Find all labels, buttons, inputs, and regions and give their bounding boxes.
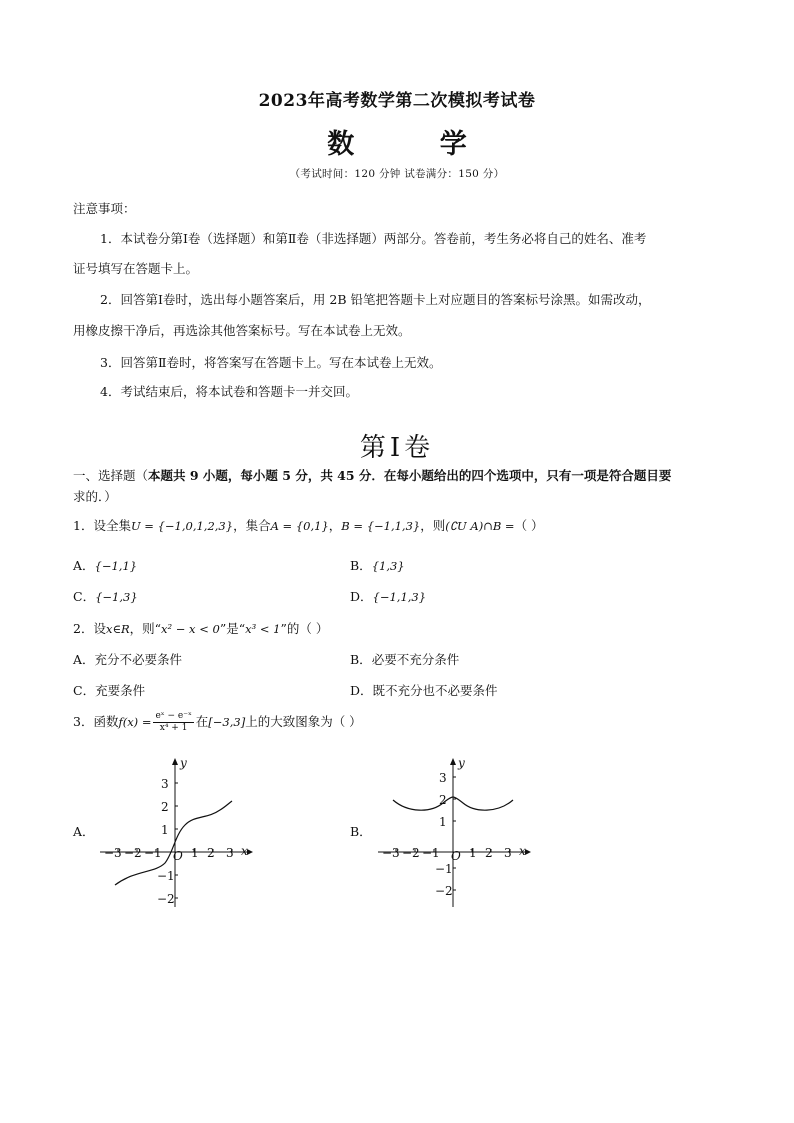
graph-b-tick-label: 3 (439, 771, 447, 785)
option-label: D． (350, 683, 373, 698)
graph-a-tick-label: 2 (207, 846, 215, 860)
option-text: 既不充分也不必要条件 (372, 683, 498, 698)
option-label: C． (73, 683, 96, 698)
q1-text: ，集合 (233, 518, 271, 533)
option-text: {−1,3} (95, 590, 138, 604)
notice-line-2b: 用橡皮擦干净后，再选涂其他答案标号。写在本试卷上无效。 (73, 323, 411, 338)
q1-set-u: U = {−1,0,1,2,3} (130, 519, 234, 533)
question-1-stem (73, 516, 544, 534)
graph-b (373, 755, 533, 910)
notice-line-2: 2．回答第Ⅰ卷时，选出每小题答案后，用 2B 铅笔把答题卡上对应题目的答案标号涂黑。如需改动， (100, 292, 651, 307)
notice-line-1: 1．本试卷分第Ⅰ卷（选择题）和第Ⅱ卷（非选择题）两部分。答卷前，考生务必将自己的姓名、准考 (100, 231, 647, 246)
q2-option-b (350, 650, 459, 668)
q3-function-name: f(x) = (118, 715, 152, 729)
q2-option-a (73, 650, 182, 668)
graph-a (95, 755, 255, 910)
subject-title: 数 学 (327, 129, 505, 160)
option-label: B． (350, 652, 372, 667)
q2-inequality-2: x³ < 1 (245, 622, 281, 636)
option-text: 充分不必要条件 (94, 652, 183, 667)
graph-a-y-label: y (180, 756, 187, 770)
question-2-stem (73, 619, 328, 637)
q2-text: ，则“ (129, 621, 162, 636)
q2-text: 2．设 (73, 621, 106, 636)
graph-b-tick-label: −2 (435, 884, 453, 898)
option-text: 必要不充分条件 (371, 652, 460, 667)
q2-option-c (73, 681, 145, 699)
notice-line-3: 3．回答第Ⅱ卷时，将答案写在答题卡上。写在本试卷上无效。 (100, 355, 442, 370)
graph-a-tick-label: −3 (104, 846, 122, 860)
q1-option-b (350, 556, 405, 574)
section-rules: 本题共 9 小题，每小题 5 分，共 45 分．在每小题给出的四个选项中，只有一项是符合题目要 (148, 468, 672, 483)
section-heading-line-1 (73, 466, 671, 484)
graph-a-tick-label: 1 (161, 823, 169, 837)
q2-condition: x∈R (105, 622, 130, 636)
q3-option-b-label: B． (350, 824, 372, 839)
graph-b-tick-label: −1 (422, 846, 440, 860)
graph-b-x-arrow (525, 849, 531, 855)
q1-option-a (73, 556, 137, 574)
q3-denominator: x⁴ + 1 (159, 723, 188, 733)
graph-a-tick-label: −1 (157, 869, 175, 883)
graph-b-x-label: x (519, 844, 526, 858)
q2-text: ”是“ (219, 621, 246, 636)
q3-text: 3．函数 (73, 714, 119, 729)
graph-b-tick-label: 2 (439, 793, 447, 807)
notice-line-4: 4．考试结束后，将本试卷和答题卡一并交回。 (100, 384, 358, 399)
graph-b-tick-label: 2 (485, 846, 493, 860)
graph-b-tick-label: −2 (402, 846, 420, 860)
option-text: 充要条件 (95, 683, 146, 698)
notice-line-1b: 证号填写在答题卡上。 (73, 261, 199, 276)
option-label: C． (73, 589, 96, 604)
option-label: A． (73, 558, 95, 573)
option-label: B． (350, 558, 372, 573)
graph-b-tick-label: 1 (469, 846, 477, 860)
q1-option-c (73, 587, 138, 605)
q3-text: 在 (195, 714, 209, 729)
graph-a-tick-label: 1 (191, 846, 199, 860)
q3-fraction (153, 711, 193, 734)
graph-a-tick-label: −1 (144, 846, 162, 860)
q3-interval: [−3,3] (208, 715, 246, 729)
graph-b-tick-label: 3 (504, 846, 512, 860)
exam-title: 2023年高考数学第二次模拟考试卷 (258, 91, 536, 111)
graph-b-y-label: y (458, 756, 465, 770)
graph-a-tick-label: −2 (157, 892, 175, 906)
graph-a-origin: O (173, 849, 183, 863)
question-3-stem (73, 711, 362, 734)
graph-b-y-arrow (450, 758, 456, 765)
q1-answer-blank: （ ） (514, 518, 544, 533)
q1-text: ， (328, 518, 342, 533)
graph-a-tick-label: 2 (161, 800, 169, 814)
q1-expression: (∁U A)∩B = (445, 519, 515, 533)
volume-title: 第Ⅰ卷 (359, 433, 435, 463)
q2-inequality-1: x² − x < 0 (161, 622, 220, 636)
q2-option-d (350, 681, 498, 699)
graph-a-x-arrow (247, 849, 253, 855)
option-label: D． (350, 589, 373, 604)
exam-info: （考试时间：120 分钟 试卷满分：150 分） (289, 168, 505, 180)
graph-b-tick-label: 1 (439, 815, 447, 829)
graph-a-tick-label: 3 (226, 846, 234, 860)
graph-b-tick-label: −1 (435, 862, 453, 876)
q1-option-d (350, 587, 426, 605)
q1-text: 1．设全集 (73, 518, 131, 533)
q3-answer-blank: 上的大致图象为（ ） (245, 714, 362, 729)
q1-set-a: A = {0,1} (270, 519, 329, 533)
graph-b-tick-label: −3 (382, 846, 400, 860)
q3-option-a-label: A． (73, 824, 95, 839)
section-prefix: 一、选择题（ (73, 468, 149, 483)
option-text: {−1,1} (94, 559, 138, 573)
graph-b-origin: O (451, 849, 461, 863)
graph-a-tick-label: −2 (124, 846, 142, 860)
notice-heading: 注意事项： (73, 201, 136, 216)
q2-answer-blank: ”的（ ） (280, 621, 329, 636)
option-label: A． (73, 652, 95, 667)
q3-numerator: eˣ − e⁻ˣ (155, 711, 192, 721)
option-text: {−1,1,3} (372, 590, 427, 604)
graph-a-x-label: x (241, 844, 248, 858)
option-text: {1,3} (371, 559, 405, 573)
q1-text: ，则 (420, 518, 446, 533)
graph-a-tick-label: 3 (161, 777, 169, 791)
q1-set-b: B = {−1,1,3} (341, 519, 421, 533)
graph-a-y-arrow (172, 758, 178, 765)
section-heading-line-2: 求的．） (73, 489, 117, 504)
